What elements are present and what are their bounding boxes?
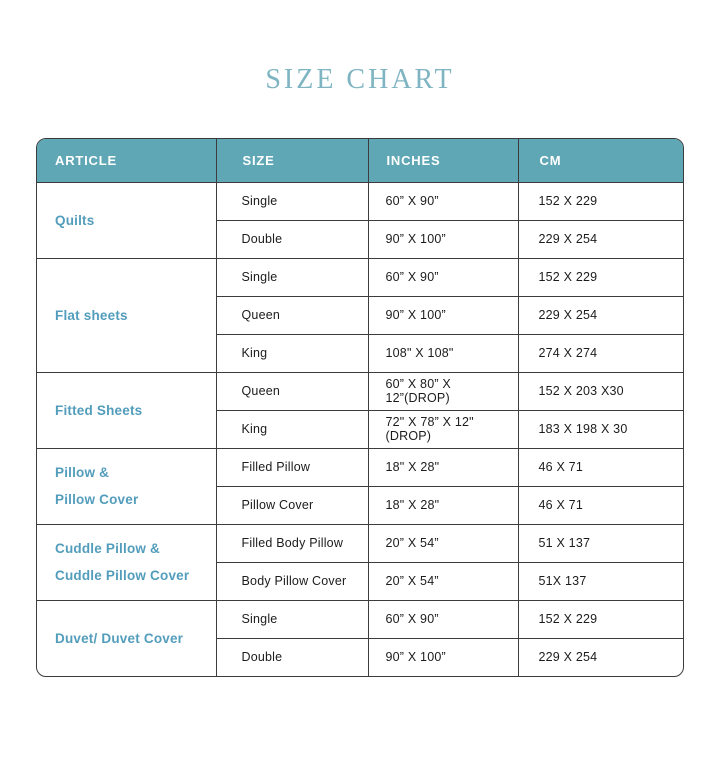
article-cell [37,372,216,448]
inches-cell: 20” X 54” [368,562,518,600]
cm-cell: 229 X 254 [518,638,684,676]
inches-cell: 108" X 108" [368,334,518,372]
size-table-body [37,182,684,676]
inches-cell: 18" X 28" [368,448,518,486]
table-row [37,600,684,638]
table-row [37,372,684,410]
inches-cell: 20” X 54” [368,524,518,562]
size-cell: Queen [216,372,368,410]
cm-cell: 51X 137 [518,562,684,600]
inches-cell: 72" X 78” X 12"(DROP) [368,410,518,448]
table-row [37,258,684,296]
article-cell [37,258,216,372]
inches-cell: 60” X 90” [368,258,518,296]
article-label: Flat sheets [55,307,128,323]
article-label: Duvet/ Duvet Cover [55,630,184,646]
inches-cell: 90” X 100” [368,296,518,334]
cm-cell: 152 X 229 [518,182,684,220]
size-cell: Body Pillow Cover [216,562,368,600]
size-chart-page [0,64,720,783]
column-header-cm: CM [518,139,684,182]
article-label: Fitted Sheets [55,402,143,418]
size-cell: Pillow Cover [216,486,368,524]
cm-cell: 152 X 203 X30 [518,372,684,410]
size-cell: Filled Pillow [216,448,368,486]
article-cell [37,524,216,600]
article-cell [37,182,216,258]
size-cell: Double [216,638,368,676]
cm-cell: 46 X 71 [518,448,684,486]
size-cell: Single [216,600,368,638]
article-cell [37,448,216,524]
article-label: Cuddle Pillow & [55,541,161,556]
table-row [37,524,684,562]
table-row [37,182,684,220]
article-cell [37,600,216,676]
cm-cell: 152 X 229 [518,600,684,638]
inches-cell: 60” X 90” [368,182,518,220]
article-label: Cuddle Pillow Cover [55,568,190,583]
inches-cell: 60” X 90” [368,600,518,638]
column-header-article: ARTICLE [37,139,216,182]
inches-cell: 90” X 100” [368,638,518,676]
size-cell: Single [216,182,368,220]
cm-cell: 51 X 137 [518,524,684,562]
cm-cell: 274 X 274 [518,334,684,372]
table-header-row [37,139,684,182]
cm-cell: 152 X 229 [518,258,684,296]
article-label: Pillow & [55,465,110,480]
size-cell: King [216,410,368,448]
cm-cell: 46 X 71 [518,486,684,524]
inches-cell: 60” X 80” X 12”(DROP) [368,372,518,410]
column-header-inches: INCHES [368,139,518,182]
size-cell: Queen [216,296,368,334]
size-chart-table [36,138,684,677]
size-cell: Single [216,258,368,296]
page-title: SIZE CHART [265,64,455,95]
table-row [37,448,684,486]
article-label: Pillow Cover [55,492,139,507]
size-cell: Filled Body Pillow [216,524,368,562]
inches-cell: 18" X 28" [368,486,518,524]
inches-cell: 90” X 100” [368,220,518,258]
cm-cell: 183 X 198 X 30 [518,410,684,448]
article-label: Quilts [55,212,95,228]
size-cell: King [216,334,368,372]
size-table [37,139,684,676]
cm-cell: 229 X 254 [518,220,684,258]
column-header-size: SIZE [216,139,368,182]
size-cell: Double [216,220,368,258]
cm-cell: 229 X 254 [518,296,684,334]
